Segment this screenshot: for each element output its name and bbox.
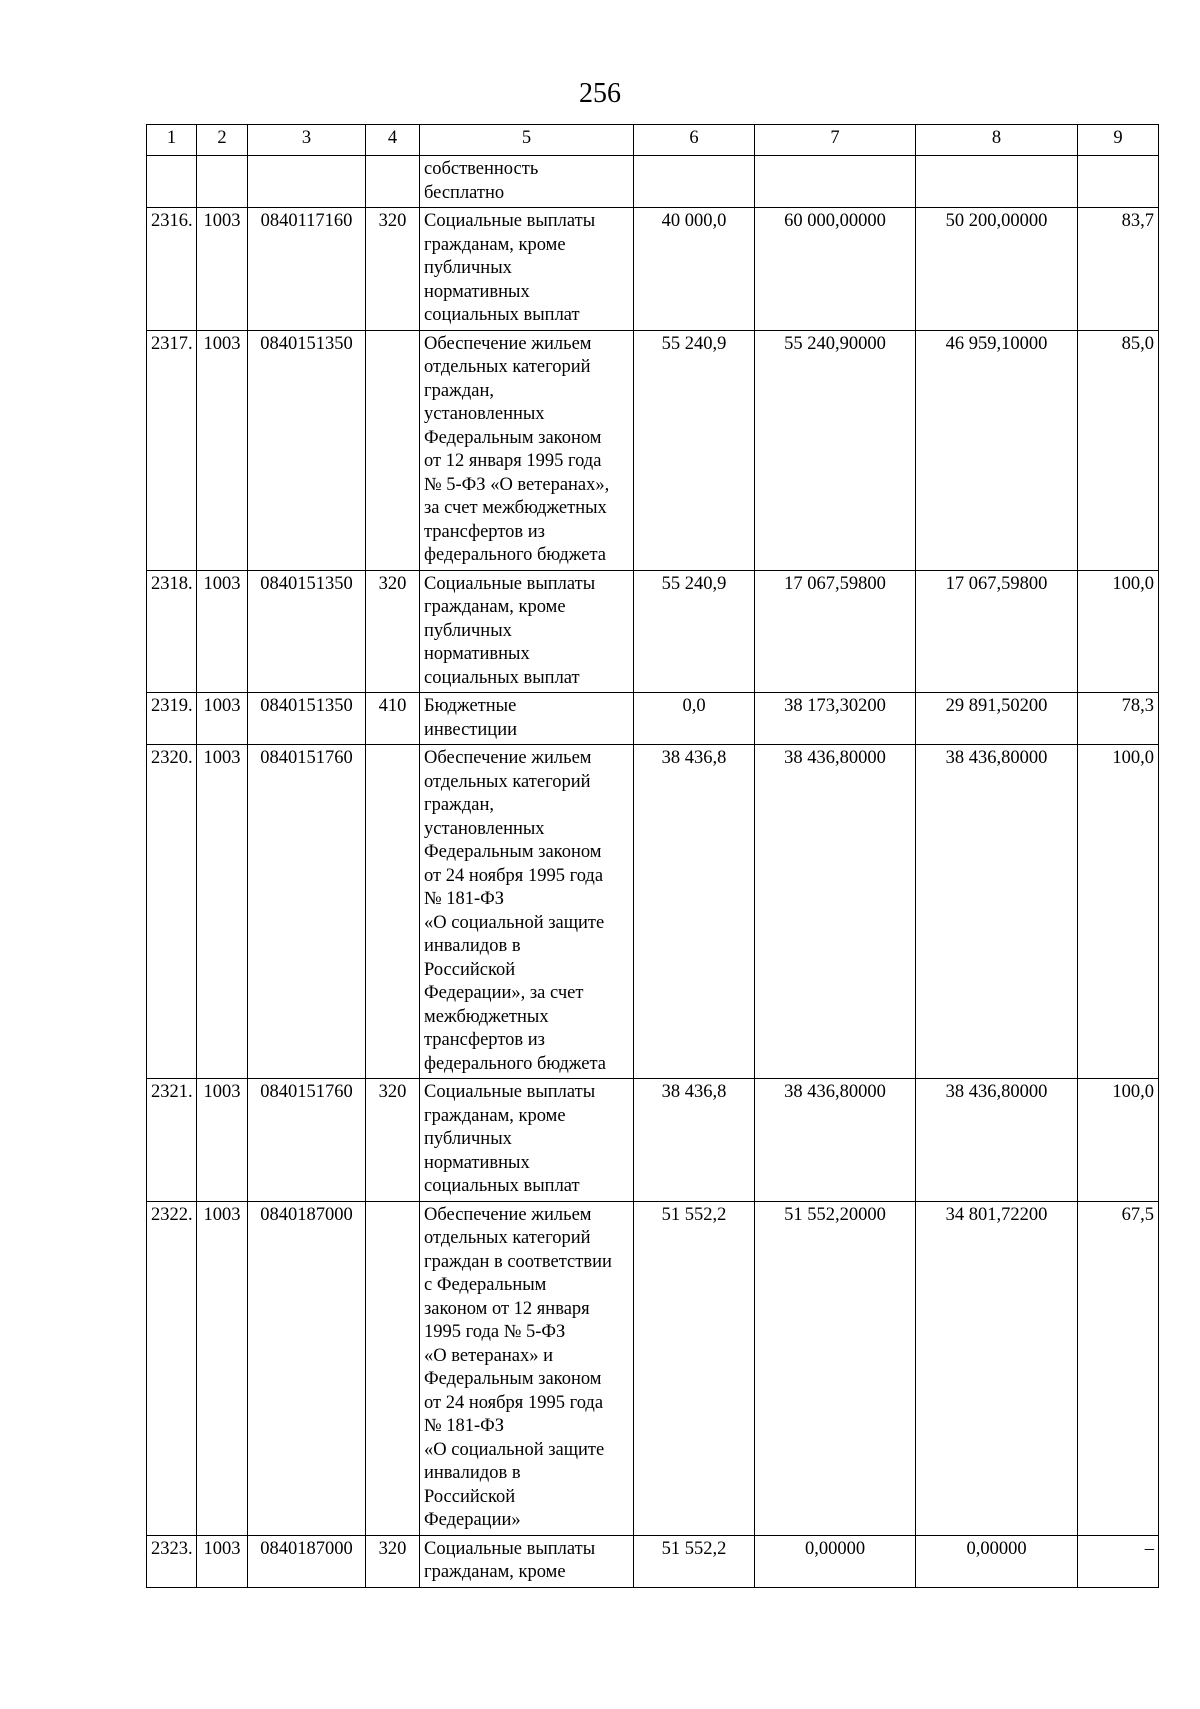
description-line: Социальные выплаты [424, 211, 596, 231]
description [420, 745, 634, 1079]
description-line: Социальные выплаты [424, 1082, 596, 1102]
description-line: публичных [424, 1129, 512, 1149]
approved-amount: 38 436,8 [634, 745, 755, 1079]
approved-amount: 38 436,8 [634, 1079, 755, 1202]
description-line: «О ветеранах» и [424, 1345, 553, 1366]
description [420, 1535, 634, 1587]
budget-table [146, 124, 1159, 1588]
description-line: отдельных категорий [424, 357, 591, 377]
refined-amount: 0,00000 [755, 1535, 916, 1587]
approved-amount [634, 156, 755, 208]
refined-amount: 17 067,59800 [755, 570, 916, 693]
row-number [147, 156, 197, 208]
description-line: установленных [424, 818, 545, 839]
expense-type: 320 [366, 208, 420, 331]
row-number: 2318. [147, 570, 197, 693]
execution-percent: 100,0 [1078, 745, 1159, 1079]
description-line: социальных выплат [424, 1176, 580, 1196]
description-line: Федеральным законом [424, 842, 602, 862]
target-code: 0840151350 [248, 693, 366, 745]
description [420, 156, 634, 208]
section-code: 1003 [197, 330, 248, 570]
description-line: № 5-ФЗ «О ветеранах», [424, 474, 610, 495]
executed-amount: 0,00000 [916, 1535, 1078, 1587]
description-line: Федеральным законом [424, 427, 602, 448]
expense-type [366, 330, 420, 570]
description-line: законом от 12 января [424, 1298, 590, 1319]
executed-amount: 29 891,50200 [916, 693, 1078, 745]
description [420, 208, 634, 331]
expense-type [366, 1201, 420, 1535]
description-line: отдельных категорий [424, 771, 591, 792]
expense-type [366, 156, 420, 208]
description-line: инвестиции [424, 719, 517, 740]
execution-percent: 83,7 [1078, 208, 1159, 331]
column-header: 1 [147, 125, 197, 156]
description [420, 570, 634, 693]
row-number: 2321. [147, 1079, 197, 1202]
section-code [197, 156, 248, 208]
approved-amount: 40 000,0 [634, 208, 755, 331]
column-header: 6 [634, 125, 755, 156]
description-line: нормативных [424, 644, 530, 664]
description [420, 693, 634, 745]
executed-amount: 46 959,10000 [916, 330, 1078, 570]
target-code [248, 156, 366, 208]
section-code: 1003 [197, 208, 248, 331]
target-code: 0840187000 [248, 1201, 366, 1535]
description-line: социальных выплат [424, 667, 580, 688]
description-line: «О социальной защите [424, 1439, 605, 1460]
executed-amount: 17 067,59800 [916, 570, 1078, 693]
table-row [147, 156, 1159, 208]
approved-amount: 0,0 [634, 693, 755, 745]
target-code: 0840151350 [248, 570, 366, 693]
row-number: 2317. [147, 330, 197, 570]
description-line: гражданам, кроме [424, 597, 566, 617]
table-row [147, 1535, 1159, 1587]
execution-percent: 85,0 [1078, 330, 1159, 570]
section-code: 1003 [197, 570, 248, 693]
description-line: нормативных [424, 1152, 530, 1173]
description-line: нормативных [424, 281, 530, 302]
executed-amount [916, 156, 1078, 208]
description-line: за счет межбюджетных [424, 498, 607, 518]
description [420, 1201, 634, 1535]
description-line: № 181-ФЗ [424, 889, 505, 909]
row-number: 2322. [147, 1201, 197, 1535]
expense-type: 320 [366, 570, 420, 693]
row-number: 2319. [147, 693, 197, 745]
execution-percent: – [1078, 1535, 1159, 1587]
description-line: от 12 января 1995 года [424, 451, 602, 471]
description-line: публичных [424, 620, 512, 641]
description-line: граждан, [424, 795, 494, 815]
column-header-row [147, 125, 1159, 156]
approved-amount: 55 240,9 [634, 330, 755, 570]
description-line: отдельных категорий [424, 1228, 591, 1248]
execution-percent: 100,0 [1078, 1079, 1159, 1202]
description-line: от 24 ноября 1995 года [424, 865, 604, 886]
table-row [147, 330, 1159, 570]
table-row [147, 1079, 1159, 1202]
table-row [147, 208, 1159, 331]
description [420, 330, 634, 570]
refined-amount: 38 436,80000 [755, 1079, 916, 1202]
target-code: 0840151760 [248, 1079, 366, 1202]
target-code: 0840151760 [248, 745, 366, 1079]
target-code: 0840151350 [248, 330, 366, 570]
refined-amount: 38 173,30200 [755, 693, 916, 745]
execution-percent [1078, 156, 1159, 208]
description-line: от 24 ноября 1995 года [424, 1392, 604, 1413]
description-line: федерального бюджета [424, 545, 607, 565]
section-code: 1003 [197, 745, 248, 1079]
description-line: 1995 года № 5-ФЗ [424, 1322, 566, 1342]
table-row [147, 570, 1159, 693]
description-line: гражданам, кроме [424, 1562, 566, 1582]
expense-type [366, 745, 420, 1079]
refined-amount [755, 156, 916, 208]
column-header: 4 [366, 125, 420, 156]
section-code: 1003 [197, 1201, 248, 1535]
description-line: с Федеральным [424, 1275, 547, 1295]
description-line: межбюджетных [424, 1006, 549, 1027]
section-code: 1003 [197, 693, 248, 745]
description-line: Социальные выплаты [424, 573, 596, 594]
description-line: Обеспечение жильем [424, 748, 592, 768]
page-number: 256 [579, 78, 621, 109]
section-code: 1003 [197, 1079, 248, 1202]
expense-type: 320 [366, 1535, 420, 1587]
description-line: граждан в соответствии [424, 1251, 612, 1272]
table-row [147, 745, 1159, 1079]
description-line: Обеспечение жильем [424, 1204, 592, 1225]
description-line: гражданам, кроме [424, 1105, 566, 1126]
executed-amount: 38 436,80000 [916, 1079, 1078, 1202]
description-line: № 181-ФЗ [424, 1416, 505, 1436]
executed-amount: 38 436,80000 [916, 745, 1078, 1079]
description-line: Федерации» [424, 1510, 521, 1530]
column-header: 2 [197, 125, 248, 156]
column-header: 8 [916, 125, 1078, 156]
description-line: Бюджетные [424, 696, 517, 716]
column-header: 9 [1078, 125, 1159, 156]
description-line: Социальные выплаты [424, 1538, 596, 1559]
description-line: трансфертов из [424, 521, 545, 542]
description-line: Федерации», за счет [424, 983, 584, 1003]
execution-percent: 67,5 [1078, 1201, 1159, 1535]
executed-amount: 34 801,72200 [916, 1201, 1078, 1535]
expense-type: 410 [366, 693, 420, 745]
refined-amount: 51 552,20000 [755, 1201, 916, 1535]
description-line: Российской [424, 959, 516, 980]
row-number: 2323. [147, 1535, 197, 1587]
description-line: трансфертов из [424, 1030, 545, 1050]
description-line: федерального бюджета [424, 1053, 607, 1074]
description-line: Российской [424, 1486, 516, 1507]
description-line: инвалидов в [424, 936, 521, 956]
table-body [147, 156, 1159, 1588]
description-line: граждан, [424, 380, 494, 401]
table-row [147, 693, 1159, 745]
description-line: социальных выплат [424, 305, 580, 325]
description-line: Обеспечение жильем [424, 333, 592, 354]
approved-amount: 55 240,9 [634, 570, 755, 693]
target-code: 0840187000 [248, 1535, 366, 1587]
column-header: 5 [420, 125, 634, 156]
description-line: собственность [424, 159, 539, 179]
description-line: «О социальной защите [424, 912, 605, 933]
row-number: 2316. [147, 208, 197, 331]
description-line: бесплатно [424, 182, 505, 203]
refined-amount: 60 000,00000 [755, 208, 916, 331]
column-header: 7 [755, 125, 916, 156]
target-code: 0840117160 [248, 208, 366, 331]
description-line: гражданам, кроме [424, 234, 566, 255]
description [420, 1079, 634, 1202]
execution-percent: 100,0 [1078, 570, 1159, 693]
refined-amount: 55 240,90000 [755, 330, 916, 570]
approved-amount: 51 552,2 [634, 1201, 755, 1535]
table-row [147, 1201, 1159, 1535]
row-number: 2320. [147, 745, 197, 1079]
execution-percent: 78,3 [1078, 693, 1159, 745]
description-line: установленных [424, 404, 545, 424]
description-line: Федеральным законом [424, 1369, 602, 1389]
executed-amount: 50 200,00000 [916, 208, 1078, 331]
section-code: 1003 [197, 1535, 248, 1587]
expense-type: 320 [366, 1079, 420, 1202]
approved-amount: 51 552,2 [634, 1535, 755, 1587]
column-header: 3 [248, 125, 366, 156]
description-line: публичных [424, 258, 512, 278]
description-line: инвалидов в [424, 1463, 521, 1483]
refined-amount: 38 436,80000 [755, 745, 916, 1079]
